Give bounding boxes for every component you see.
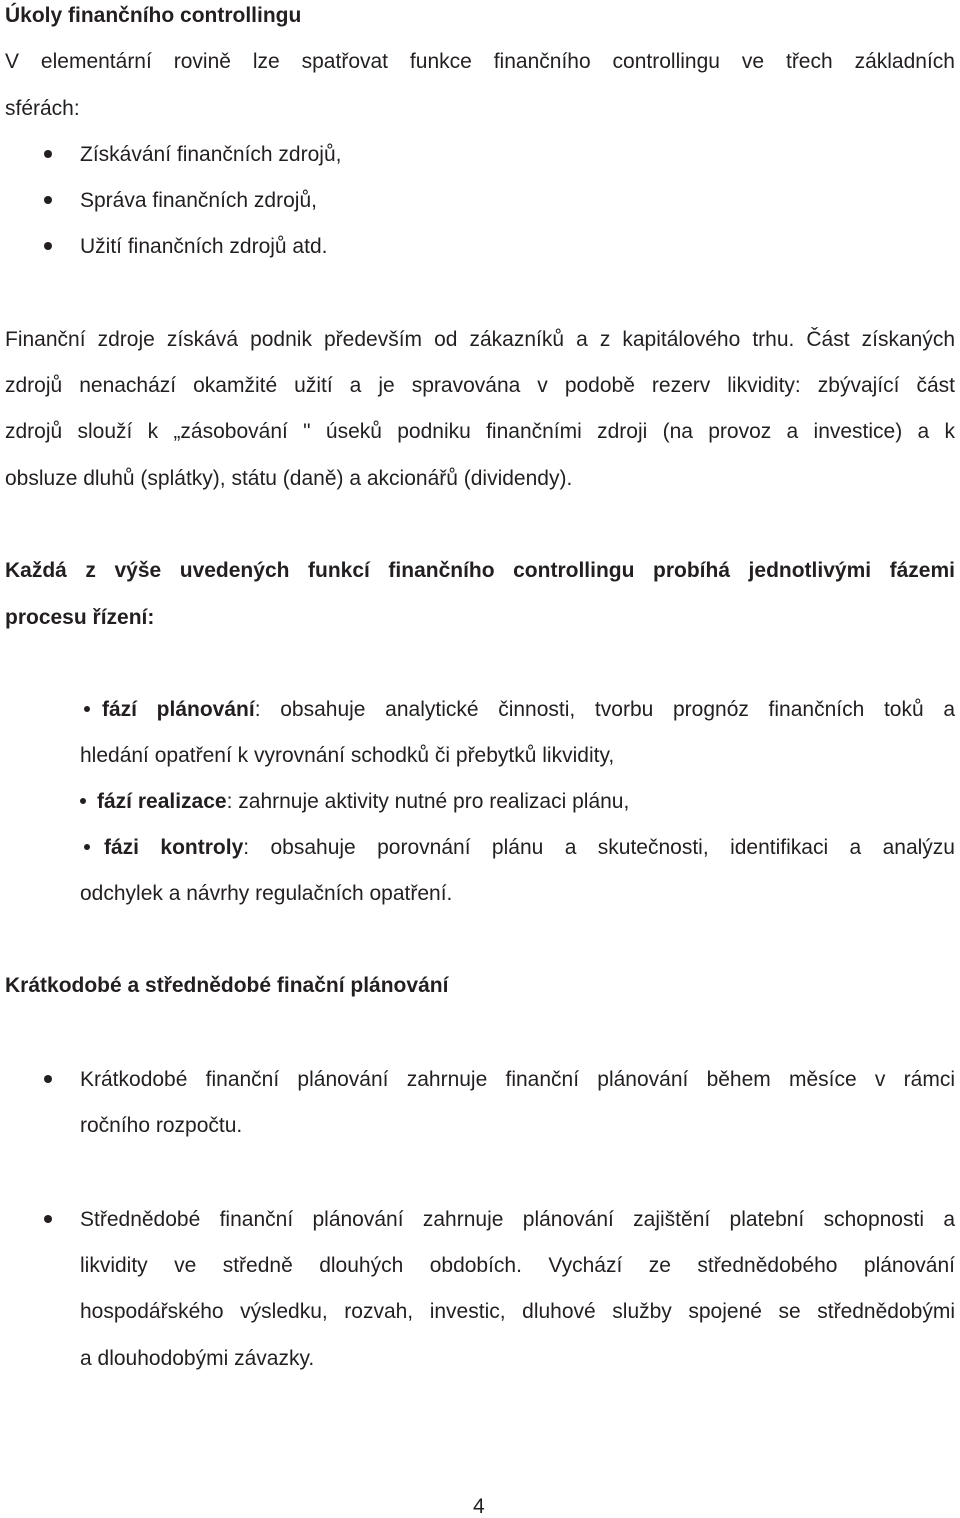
list-item: Užití finančních zdrojů atd. bbox=[80, 235, 328, 258]
bullet-icon bbox=[44, 196, 52, 204]
phase-item-line: hledání opatření k vyrovnání schodků či přebytků likvidity, bbox=[80, 744, 615, 767]
bullet-icon bbox=[44, 150, 52, 158]
phase-text: : obsahuje porovnání plánu a skutečnosti, identifikaci a analýzu bbox=[243, 836, 955, 859]
paragraph-line: zdrojů slouží k „zásobování " úseků podniku finančními zdroji (na provoz a investice) a k bbox=[5, 420, 955, 443]
phase-item-line: odchylek a návrhy regulačních opatření. bbox=[80, 882, 453, 905]
bullet-icon bbox=[84, 706, 90, 712]
intro-text-line: sférách: bbox=[5, 97, 80, 120]
bullet-icon bbox=[80, 798, 86, 804]
page-number: 4 bbox=[473, 1495, 485, 1518]
bullet-icon bbox=[44, 1075, 52, 1083]
bold-paragraph-line: Každá z výše uvedených funkcí finančního controllingu probíhá jednotlivými fázemi bbox=[5, 559, 955, 582]
bullet-icon bbox=[44, 242, 52, 250]
phase-text: : zahrnuje aktivity nutné pro realizaci plánu, bbox=[226, 790, 630, 813]
phase-text: : obsahuje analytické činnosti, tvorbu prognóz finančních toků a bbox=[254, 698, 956, 721]
planning-item-line: ročního rozpočtu. bbox=[80, 1114, 243, 1137]
section-heading: Úkoly finančního controllingu bbox=[5, 4, 302, 27]
list-item: Získávání finančních zdrojů, bbox=[80, 143, 342, 166]
phase-item-line bbox=[97, 791, 629, 812]
section-heading: Krátkodobé a střednědobé finační plánování bbox=[5, 974, 449, 997]
planning-item-line: likvidity ve středně dlouhých obdobích. Vychází ze střednědobého plánování bbox=[80, 1254, 955, 1277]
paragraph-line: obsluze dluhů (splátky), státu (daně) a akcionářů (dividendy). bbox=[5, 467, 573, 490]
paragraph-line: zdrojů nenachází okamžité užití a je spravována v podobě rezerv likvidity: zbývající část bbox=[5, 374, 955, 397]
phase-item-line bbox=[104, 837, 955, 858]
planning-item-line: Krátkodobé finanční plánování zahrnuje finanční plánování během měsíce v rámci bbox=[80, 1068, 955, 1091]
paragraph-line: Finanční zdroje získává podnik především od zákazníků a z kapitálového trhu. Část získaných bbox=[5, 328, 955, 351]
planning-item-line: Střednědobé finanční plánování zahrnuje plánování zajištění platební schopnosti a bbox=[80, 1208, 955, 1231]
phase-term: fází plánování bbox=[102, 698, 255, 721]
intro-text-line: V elementární rovině lze spatřovat funkce finančního controllingu ve třech základních bbox=[5, 50, 955, 73]
phase-item-line bbox=[102, 699, 955, 720]
planning-item-line: a dlouhodobými závazky. bbox=[80, 1347, 315, 1370]
phase-term: fázi kontroly bbox=[104, 836, 244, 859]
planning-item-line: hospodářského výsledku, rozvah, investic, dluhové služby spojené se střednědobými bbox=[80, 1300, 955, 1323]
bullet-icon bbox=[84, 844, 90, 850]
bold-paragraph-line: procesu řízení: bbox=[5, 606, 155, 629]
list-item: Správa finančních zdrojů, bbox=[80, 189, 317, 212]
bullet-icon bbox=[44, 1215, 52, 1223]
phase-term: fází realizace bbox=[97, 790, 227, 813]
